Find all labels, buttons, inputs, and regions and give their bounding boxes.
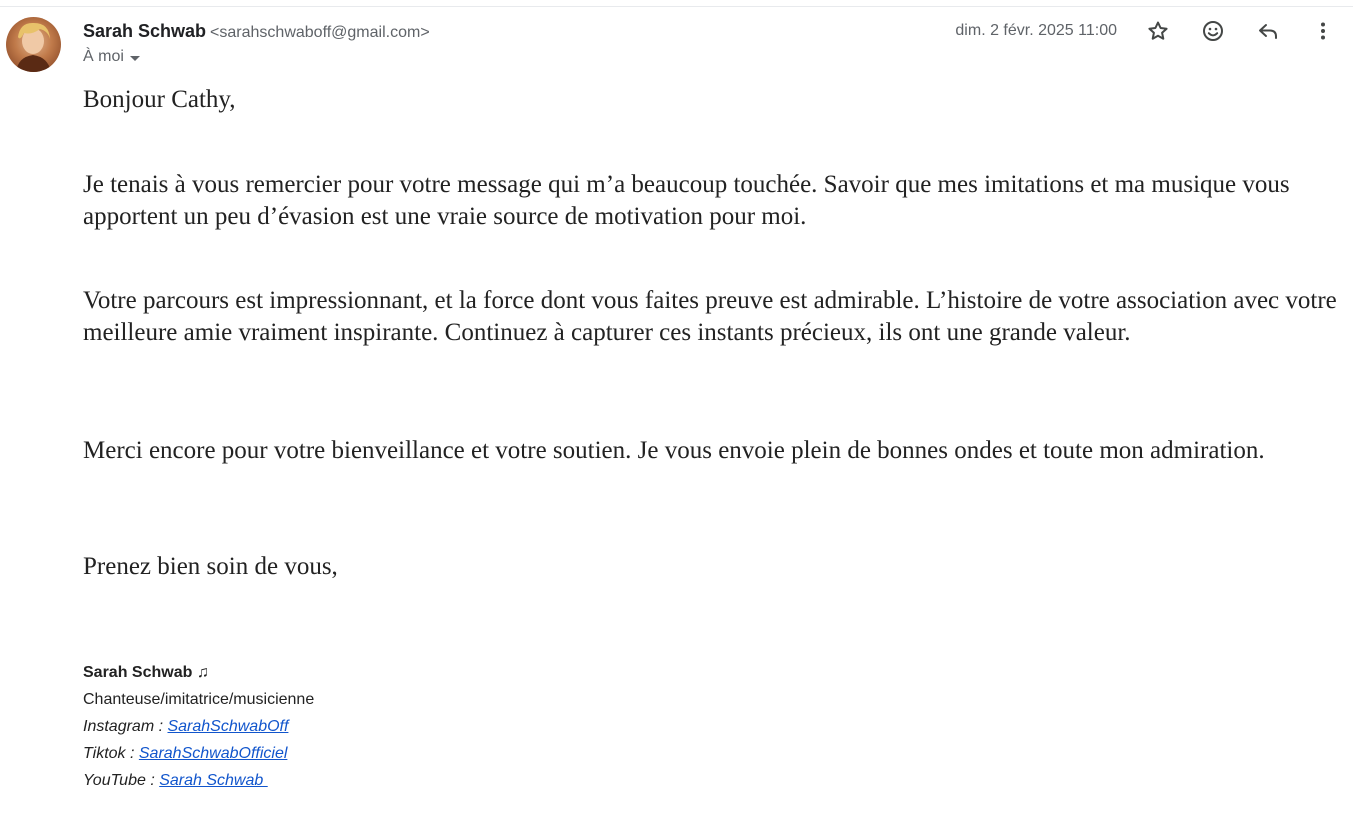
instagram-label: Instagram :	[83, 718, 168, 735]
greeting: Bonjour Cathy,	[83, 86, 236, 113]
recipient-details-toggle[interactable]	[83, 48, 140, 66]
tiktok-link[interactable]: SarahSchwabOfficiel	[138, 745, 288, 762]
top-divider	[0, 6, 1353, 7]
sender-avatar[interactable]	[6, 17, 61, 72]
recipient-label: À moi	[83, 48, 124, 65]
youtube-link[interactable]: Sarah Schwab	[159, 772, 268, 789]
star-icon	[1146, 19, 1170, 43]
signature-name: Sarah Schwab	[83, 664, 193, 681]
signature-tiktok	[83, 740, 314, 767]
closing-line: Prenez bien soin de vous,	[83, 553, 338, 580]
add-reaction-button[interactable]	[1196, 14, 1230, 48]
message-date: dim. 2 févr. 2025 11:00	[955, 22, 1117, 39]
body-paragraph-2: Votre parcours est impressionnant, et la force dont vous faites preuve est admirable. L’histoire de votre association avec votre meilleure amie vraiment inspirante. Continuez à capturer ces instants précieux, ils ont une grande valeur.	[83, 287, 1337, 346]
signature-name-line	[83, 659, 314, 686]
sender-line	[83, 20, 430, 44]
body-paragraph-3: Merci encore pour votre bienveillance et votre soutien. Je vous envoie plein de bonnes ondes et toute mon admiration.	[83, 437, 1265, 464]
sender-email: <sarahschwaboff@gmail.com>	[210, 24, 430, 41]
sender-name[interactable]: Sarah Schwab	[83, 21, 207, 41]
smiley-icon	[1201, 19, 1225, 43]
body-paragraph-1: Je tenais à vous remercier pour votre message qui m’a beaucoup touchée. Savoir que mes imitations et ma musique vous apportent un peu d’évasion est une vraie source de motivation pour moi.	[83, 171, 1290, 230]
more-vert-icon	[1311, 19, 1335, 43]
message-header	[83, 20, 430, 44]
instagram-link[interactable]: SarahSchwabOff	[167, 718, 289, 735]
signature-instagram	[83, 713, 314, 740]
star-button[interactable]	[1141, 14, 1175, 48]
reply-button[interactable]	[1251, 14, 1285, 48]
email-signature	[83, 659, 314, 794]
signature-youtube	[83, 767, 314, 794]
chevron-down-icon	[130, 56, 140, 61]
music-note-icon: ♫	[196, 664, 209, 681]
signature-title: Chanteuse/imitatrice/musicienne	[83, 691, 315, 708]
more-options-button[interactable]	[1306, 14, 1340, 48]
reply-icon	[1256, 19, 1280, 43]
tiktok-label: Tiktok :	[83, 745, 139, 762]
avatar-photo	[6, 17, 61, 72]
youtube-label: YouTube :	[83, 772, 160, 789]
